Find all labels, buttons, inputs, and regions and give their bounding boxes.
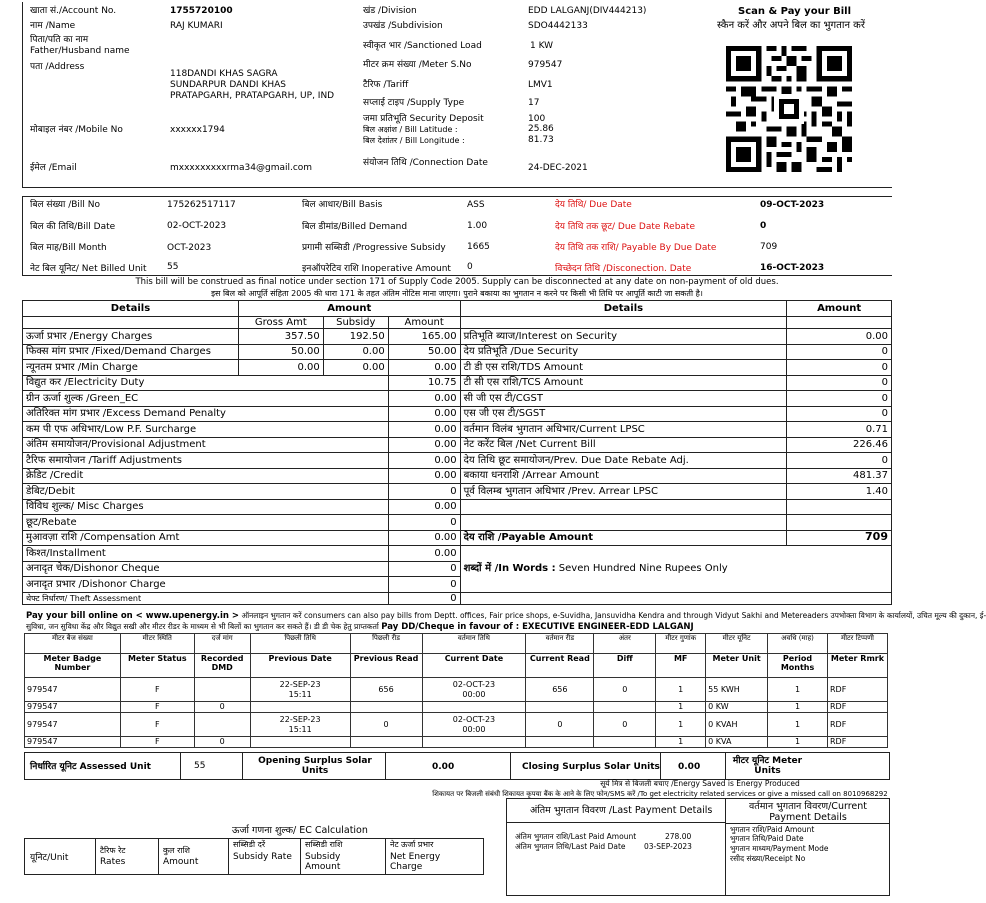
charge-amount: 0.00	[388, 468, 460, 484]
pay-options-text: ऑनलाइन भुगतान करें consumers can also pay bills from Deptt. offices, Fair price shops, e-Suvidha, Jansuvidha Kendra and through Vidyut Sakhi and Metereaders उपभोक्ता विभाग के कार्यालयों, उचित मूल्य की दुकान, ई-	[241, 611, 986, 620]
payable-by-due-date-label: देय तिथि तक राशि/ Payable By Due Date	[555, 243, 717, 253]
charge-label: पूर्व विलम्ब भुगतान अधिभार /Prev. Arrear LPSC	[460, 484, 787, 500]
due-date-rebate: 0	[760, 221, 767, 231]
charge-label: विद्युत कर /Electricity Duty	[23, 375, 389, 391]
col-hi-period: अवधि (माह)	[768, 634, 828, 654]
latitude-label: बिल अक्षांश / Bill Latitude :	[363, 125, 458, 134]
prev-time: 15:11	[288, 724, 312, 734]
amount-header: Amount	[787, 301, 892, 317]
charge-label: फिक्स मांग प्रभार /Fixed/Demand Charges	[23, 344, 239, 360]
division: EDD LALGANJ(DIV444213)	[528, 6, 647, 16]
prev-time: 15:11	[288, 689, 312, 699]
scan-subtitle: स्कैन करें और अपने बिल का भुगतान करें	[717, 20, 865, 31]
rmrk: RDF	[828, 702, 888, 713]
billed-demand: 1.00	[467, 221, 488, 231]
charge-label: टी सी एस राशि/TCS Amount	[460, 375, 787, 391]
charge-amount: 0	[787, 391, 892, 407]
mf: 1	[656, 713, 706, 737]
bill-date: 02-OCT-2023	[167, 221, 227, 231]
recorded-dmd	[194, 713, 250, 737]
charge-amount: 1.40	[787, 484, 892, 500]
address-label: पता /Address	[30, 62, 85, 72]
pay-dd-text: Pay DD/Cheque in favour of : EXECUTIVE ENGINEER-EDD LALGANJ	[381, 622, 694, 632]
current-payment-title: वर्तमान भुगतान विवरण/Current Payment Details	[749, 801, 867, 823]
address-line: 118DANDI KHAS SAGRA	[170, 69, 278, 79]
col-status: Meter Status	[120, 654, 194, 678]
in-words-label: शब्दों में /In Words :	[463, 563, 556, 574]
charge-subsidy: 0.00	[323, 344, 388, 360]
charge-subsidy: 192.50	[323, 329, 388, 345]
cur-time: 00:00	[462, 689, 486, 699]
qr-code-icon[interactable]	[726, 44, 852, 174]
payable-amount-label: देय राशि /Payable Amount	[460, 530, 787, 546]
ec-rate-header: Rates	[100, 857, 126, 867]
charge-label: बकाया धनराशि /Arrear Amount	[460, 468, 787, 484]
longitude-label: बिल देशांतर / Bill Longitude :	[363, 136, 465, 145]
meter-badge: 979547	[25, 713, 121, 737]
col-rmrk: Meter Rmrk	[828, 654, 888, 678]
col-hi-status: मीटर स्थिति	[120, 634, 194, 654]
paid-date-label: भुगतान तिथि/Paid Date	[730, 834, 804, 843]
charge-label: न्यूनतम प्रभार /Min Charge	[23, 360, 239, 376]
gross-amount-header: Gross Amt	[238, 316, 323, 329]
assessed-unit-label: निर्धारित यूनिट Assessed Unit	[30, 762, 151, 772]
meter-status: F	[120, 713, 194, 737]
charge-amount: 50.00	[388, 344, 460, 360]
due-date-label: देय तिथि/ Due Date	[555, 200, 632, 210]
cur-date: 02-OCT-23	[452, 680, 496, 690]
col-hi-mf: मीटर गुणांक	[656, 634, 706, 654]
charge-amount: 226.46	[787, 437, 892, 453]
charge-label: अनादृत चेक/Dishonor Cheque	[23, 561, 389, 577]
consumer-name: RAJ KUMARI	[170, 21, 223, 31]
col-hi-badge: मीटर बैज संख्या	[25, 634, 121, 654]
charge-label: देय तिथि छूट समायोजन/Prev. Due Date Rebate Adj.	[460, 453, 787, 469]
mf: 1	[656, 737, 706, 748]
notice-en: This bill will be construed as final notice under section 171 of Supply Code 2005. Supply can be disconnected at any date on non-payment of old dues.	[135, 277, 779, 287]
charge-label: नेट करेंट बिल /Net Current Bill	[460, 437, 787, 453]
last-paid-amount: 278.00	[665, 832, 692, 841]
subdivision: SDO4442133	[528, 21, 588, 31]
notice-hi: इस बिल को आपूर्ति संहिता 2005 की धारा 171 के तहत अंतिम नोटिस माना जाएगा। पुराने बकाया का भुगतान न करने पर किसी भी तिथि पर आपूर्ति काटी जा सकती है।	[211, 289, 703, 298]
meter-no: 979547	[528, 60, 563, 70]
sanctioned-load-label: स्वीकृत भार /Sanctioned Load	[363, 41, 482, 51]
meter-status: F	[120, 678, 194, 702]
meter-badge: 979547	[25, 702, 121, 713]
progressive-subsidy: 1665	[467, 242, 490, 252]
col-cur-read: Current Read	[526, 654, 594, 678]
cur-read: 656	[526, 678, 594, 702]
col-prev-read: Previous Read	[350, 654, 422, 678]
charge-label: किश्त/Installment	[23, 546, 389, 562]
col-hi-dmd: दर्ज मांग	[194, 634, 250, 654]
meter-unit: 0 KVA	[706, 737, 768, 748]
inoperative-amount-label: इनऑपरेटिव राशि Inoperative Amount	[302, 264, 451, 274]
due-date-rebate-label: देय तिथि तक छूट/ Due Date Rebate	[555, 222, 695, 232]
payable-by-due-date: 709	[760, 242, 778, 252]
bill-month-label: बिल माह/Bill Month	[30, 243, 107, 253]
security-deposit-label: जमा प्रतिभूति Security Deposit	[363, 114, 484, 124]
meter-unit: 0 KVAH	[706, 713, 768, 737]
charges-table	[22, 300, 892, 605]
complaint-text: शिकायत पर बिजली संबंधी शिकायत कृपया बैंक के आने के लिए फोन/SMS करें /To get electricity related services or give a missed call on 8010968292	[432, 790, 888, 798]
tariff: LMV1	[528, 80, 553, 90]
charge-amount: 0.00	[388, 546, 460, 562]
charge-label: अंतिम समायोजन/Provisional Adjustment	[23, 437, 389, 453]
cur-date: 02-OCT-23	[452, 715, 496, 725]
period: 1	[768, 678, 828, 702]
charge-amount: 481.37	[787, 468, 892, 484]
charge-label: विविध शुल्क/ Misc Charges	[23, 499, 389, 515]
last-paid-amount-label: अंतिम भुगतान राशि/Last Paid Amount	[515, 832, 637, 841]
assessed-unit: 55	[194, 761, 206, 771]
closing-solar: 0.00	[678, 762, 701, 772]
col-mf: MF	[656, 654, 706, 678]
bill-no: 175262517117	[167, 200, 236, 210]
col-hi-cur-read: वर्तमान रीड	[526, 634, 594, 654]
opening-solar: 0.00	[432, 762, 455, 772]
ec-unit-header: यूनिट/Unit	[30, 853, 69, 863]
paid-amount-label: भुगतान राशि/Paid Amount	[730, 825, 815, 834]
rmrk: RDF	[828, 737, 888, 748]
col-period: Period Months	[768, 654, 828, 678]
table-row	[25, 702, 888, 713]
due-date: 09-OCT-2023	[760, 200, 825, 210]
ec-subsidy-rate-header-hi: सब्सिडी दरें	[233, 840, 266, 849]
charge-label: ऊर्जा प्रभार /Energy Charges	[23, 329, 239, 345]
charge-amount: 0	[787, 453, 892, 469]
bill-no-label: बिल संख्या /Bill No	[30, 200, 101, 210]
col-diff: Diff	[594, 654, 656, 678]
ec-subsidy-amount-header-hi: सब्सिडी राशि	[305, 840, 343, 849]
cur-time: 00:00	[462, 724, 486, 734]
email: mxxxxxxxxxrma34@gmail.com	[170, 163, 313, 173]
charge-amount: 0.00	[388, 453, 460, 469]
charge-amount: 0.00	[388, 499, 460, 515]
col-hi-cur-date: वर्तमान तिथि	[422, 634, 526, 654]
meter-no-label: मीटर क्रम संख्या /Meter S.No	[363, 60, 472, 70]
charge-amount: 0.00	[388, 530, 460, 546]
col-hi-prev-read: पिछली रीड	[350, 634, 422, 654]
ec-amount-header: Amount	[163, 857, 199, 867]
prev-read: 656	[350, 678, 422, 702]
col-hi-unit: मीटर यूनिट	[706, 634, 768, 654]
subsidy-header: Subsidy	[323, 316, 388, 329]
account-no-label: खाता सं./Account No.	[30, 6, 117, 16]
col-hi-rmrk: मीटर टिप्पणी	[828, 634, 888, 654]
ec-rate-header-hi: टैरिफ रेट	[100, 846, 126, 855]
charge-label: कम पी एफ अधिभार/Low P.F. Surcharge	[23, 422, 389, 438]
net-billed-unit: 55	[167, 262, 179, 272]
mf: 1	[656, 702, 706, 713]
energy-saved-text: सूर्य मित्र से बिजली बचाए /Energy Saved is Energy Produced	[600, 779, 800, 788]
meter-units-label: मीटर यूनिट Meter Units	[732, 756, 803, 777]
charge-label: एस जी एस टी/SGST	[460, 406, 787, 422]
in-words: Seven Hundred Nine Rupees Only	[558, 563, 728, 574]
charge-amount: 0	[787, 375, 892, 391]
ec-amount-header-hi: कुल राशि	[163, 846, 190, 855]
charge-amount: 0	[388, 592, 460, 605]
ec-net-charge-header: Net Energy Charge	[390, 852, 441, 872]
charge-label: छूट/Rebate	[23, 515, 389, 531]
charge-amount: 0.00	[388, 422, 460, 438]
rmrk: RDF	[828, 713, 888, 737]
meter-badge: 979547	[25, 737, 121, 748]
pay-options-hi-text: सुविधा, जन सुविधा केंद्र और विद्युत सखी और मीटर रीडर के माध्यम से भी बिलों का भुगतान कर सकते हैं। डी डी चेक हेतु प्राप्तकर्ता	[26, 622, 379, 631]
charge-label: थेफ्ट निर्धारण/ Theft Assessment	[23, 592, 389, 605]
address-line: SUNDARPUR DANDI KHAS	[170, 80, 286, 90]
disconnection-date: 16-OCT-2023	[760, 263, 825, 273]
table-row	[25, 737, 888, 748]
payable-amount: 709	[787, 530, 892, 546]
mobile-label: मोबाइल नंबर /Mobile No	[30, 125, 123, 135]
meter-status: F	[120, 702, 194, 713]
address-line: PRATAPGARH, PRATAPGARH, UP, IND	[170, 91, 335, 101]
inoperative-amount: 0	[467, 262, 473, 272]
latitude: 25.86	[528, 124, 554, 134]
charge-amount: 10.75	[388, 375, 460, 391]
connection-date-label: संयोजन तिथि /Connection Date	[363, 158, 488, 168]
charge-label: मुआवज़ा राशि /Compensation Amt	[23, 530, 389, 546]
charge-label: वर्तमान विलंब भुगतान अधिभार/Current LPSC	[460, 422, 787, 438]
connection-date: 24-DEC-2021	[528, 163, 588, 173]
opening-solar-label: Opening Surplus Solar Units	[258, 756, 372, 777]
col-cur-date: Current Date	[422, 654, 526, 678]
details-header: Details	[23, 301, 239, 317]
prev-read: 0	[350, 713, 422, 737]
charge-amount: 165.00	[388, 329, 460, 345]
bill-basis: ASS	[467, 200, 485, 210]
supply-type: 17	[528, 98, 540, 108]
recorded-dmd: 0	[194, 702, 250, 713]
charge-amount: 0	[388, 577, 460, 593]
details-header: Details	[460, 301, 787, 317]
closing-solar-label: Closing Surplus Solar Units	[522, 762, 660, 772]
pay-online-text: Pay your bill online on < www.upenergy.in >	[26, 611, 240, 621]
meter-reading-table	[24, 633, 888, 748]
col-prev-date: Previous Date	[250, 654, 350, 678]
recorded-dmd	[194, 678, 250, 702]
email-label: ईमेल /Email	[30, 163, 77, 173]
ec-subsidy-amount-header: Subsidy Amount	[305, 852, 341, 872]
tariff-label: टैरिफ /Tariff	[363, 80, 409, 90]
charge-amount: 0.00	[787, 329, 892, 345]
bill-month: OCT-2023	[167, 243, 212, 253]
charge-amount: 0.00	[388, 437, 460, 453]
pay-info-line2	[26, 623, 890, 633]
charge-amount: 0	[388, 515, 460, 531]
father-label-hi: पिता/पति का नाम	[30, 35, 89, 45]
diff: 0	[594, 678, 656, 702]
account-no: 1755720100	[170, 6, 233, 16]
period: 1	[768, 702, 828, 713]
diff: 0	[594, 713, 656, 737]
father-label-en: Father/Husband name	[30, 46, 130, 56]
charge-label: क्रेडिट /Credit	[23, 468, 389, 484]
col-unit: Meter Unit	[706, 654, 768, 678]
col-hi-prev-date: पिछली तिथि	[250, 634, 350, 654]
supply-type-label: सप्लाई टाइप /Supply Type	[363, 98, 465, 108]
charge-amount: 0	[787, 406, 892, 422]
scan-title: Scan & Pay your Bill	[738, 6, 852, 17]
charge-amount: 0.00	[388, 406, 460, 422]
last-payment-title: अंतिम भुगतान विवरण /Last Payment Details	[530, 805, 713, 816]
prev-date: 22-SEP-23	[279, 680, 321, 690]
bill-date-label: बिल की तिथि/Bill Date	[30, 222, 116, 232]
charge-label: देय प्रतिभूति /Due Security	[460, 344, 787, 360]
charge-label: टैरिफ समायोजन /Tariff Adjustments	[23, 453, 389, 469]
recorded-dmd: 0	[194, 737, 250, 748]
meter-badge: 979547	[25, 678, 121, 702]
security-deposit: 100	[528, 114, 546, 124]
bill-basis-label: बिल आधार/Bill Basis	[302, 200, 383, 210]
charge-amount: 0.71	[787, 422, 892, 438]
pay-info-line1	[26, 611, 986, 622]
name-label: नाम /Name	[30, 21, 76, 31]
billed-demand-label: बिल डीमांड/Billed Demand	[302, 222, 408, 232]
cur-read: 0	[526, 713, 594, 737]
mobile-number: xxxxxx1794	[170, 125, 225, 135]
period: 1	[768, 713, 828, 737]
charge-label: प्रतिभूति ब्याज/Interest on Security	[460, 329, 787, 345]
charge-label: टी डी एस राशि/TDS Amount	[460, 360, 787, 376]
charge-label: ग्रीन ऊर्जा शुल्क /Green_EC	[23, 391, 389, 407]
charge-label: अतिरिक्त मांग प्रभार /Excess Demand Penalty	[23, 406, 389, 422]
last-paid-date: 03-SEP-2023	[644, 842, 692, 851]
charge-amount: 0	[388, 561, 460, 577]
col-badge: Meter Badge Number	[25, 654, 121, 678]
charge-label: सी जी एस टी/CGST	[460, 391, 787, 407]
amount-subheader: Amount	[388, 316, 460, 329]
subdivision-label: उपखंड /Subdivision	[363, 21, 443, 31]
amount-header: Amount	[238, 301, 460, 317]
receipt-no-label: रसीद संख्या/Receipt No	[730, 854, 806, 863]
charge-amount: 0	[787, 344, 892, 360]
progressive-subsidy-label: प्रगामी सब्सिडी /Progressive Subsidy	[302, 243, 446, 253]
meter-unit: 0 KW	[706, 702, 768, 713]
last-paid-date-label: अंतिम भुगतान तिथि/Last Paid Date	[515, 842, 626, 851]
charge-gross: 50.00	[238, 344, 323, 360]
rmrk: RDF	[828, 678, 888, 702]
charge-amount: 0.00	[388, 391, 460, 407]
net-billed-unit-label: नेट बिल यूनिट/ Net Billed Unit	[30, 264, 147, 274]
table-row	[25, 678, 888, 702]
disconnection-date-label: विच्छेदन तिथि /Disconection. Date	[555, 264, 692, 274]
charge-gross: 357.50	[238, 329, 323, 345]
ec-net-charge-header-hi: नेट ऊर्जा प्रभार	[390, 840, 434, 849]
charge-label: अनादृत प्रभार /Dishonor Charge	[23, 577, 389, 593]
ec-title: ऊर्जा गणना शुल्क/ EC Calculation	[232, 825, 368, 836]
meter-status: F	[120, 737, 194, 748]
charge-label: डेबिट/Debit	[23, 484, 389, 500]
charge-amount: 0	[388, 484, 460, 500]
sanctioned-load: 1 KW	[530, 41, 554, 51]
col-hi-diff: अंतर	[594, 634, 656, 654]
charge-subsidy: 0.00	[323, 360, 388, 376]
charge-amount: 0	[787, 360, 892, 376]
mf: 1	[656, 678, 706, 702]
ec-subsidy-rate-header: Subsidy Rate	[233, 852, 292, 862]
division-label: खंड /Division	[363, 6, 417, 16]
charge-amount: 0.00	[388, 360, 460, 376]
longitude: 81.73	[528, 135, 554, 145]
table-row	[25, 713, 888, 737]
charge-gross: 0.00	[238, 360, 323, 376]
period: 1	[768, 737, 828, 748]
prev-date: 22-SEP-23	[279, 715, 321, 725]
payment-mode-label: भुगतान माध्यम/Payment Mode	[730, 844, 829, 853]
col-dmd: Recorded DMD	[194, 654, 250, 678]
meter-unit: 55 KWH	[706, 678, 768, 702]
